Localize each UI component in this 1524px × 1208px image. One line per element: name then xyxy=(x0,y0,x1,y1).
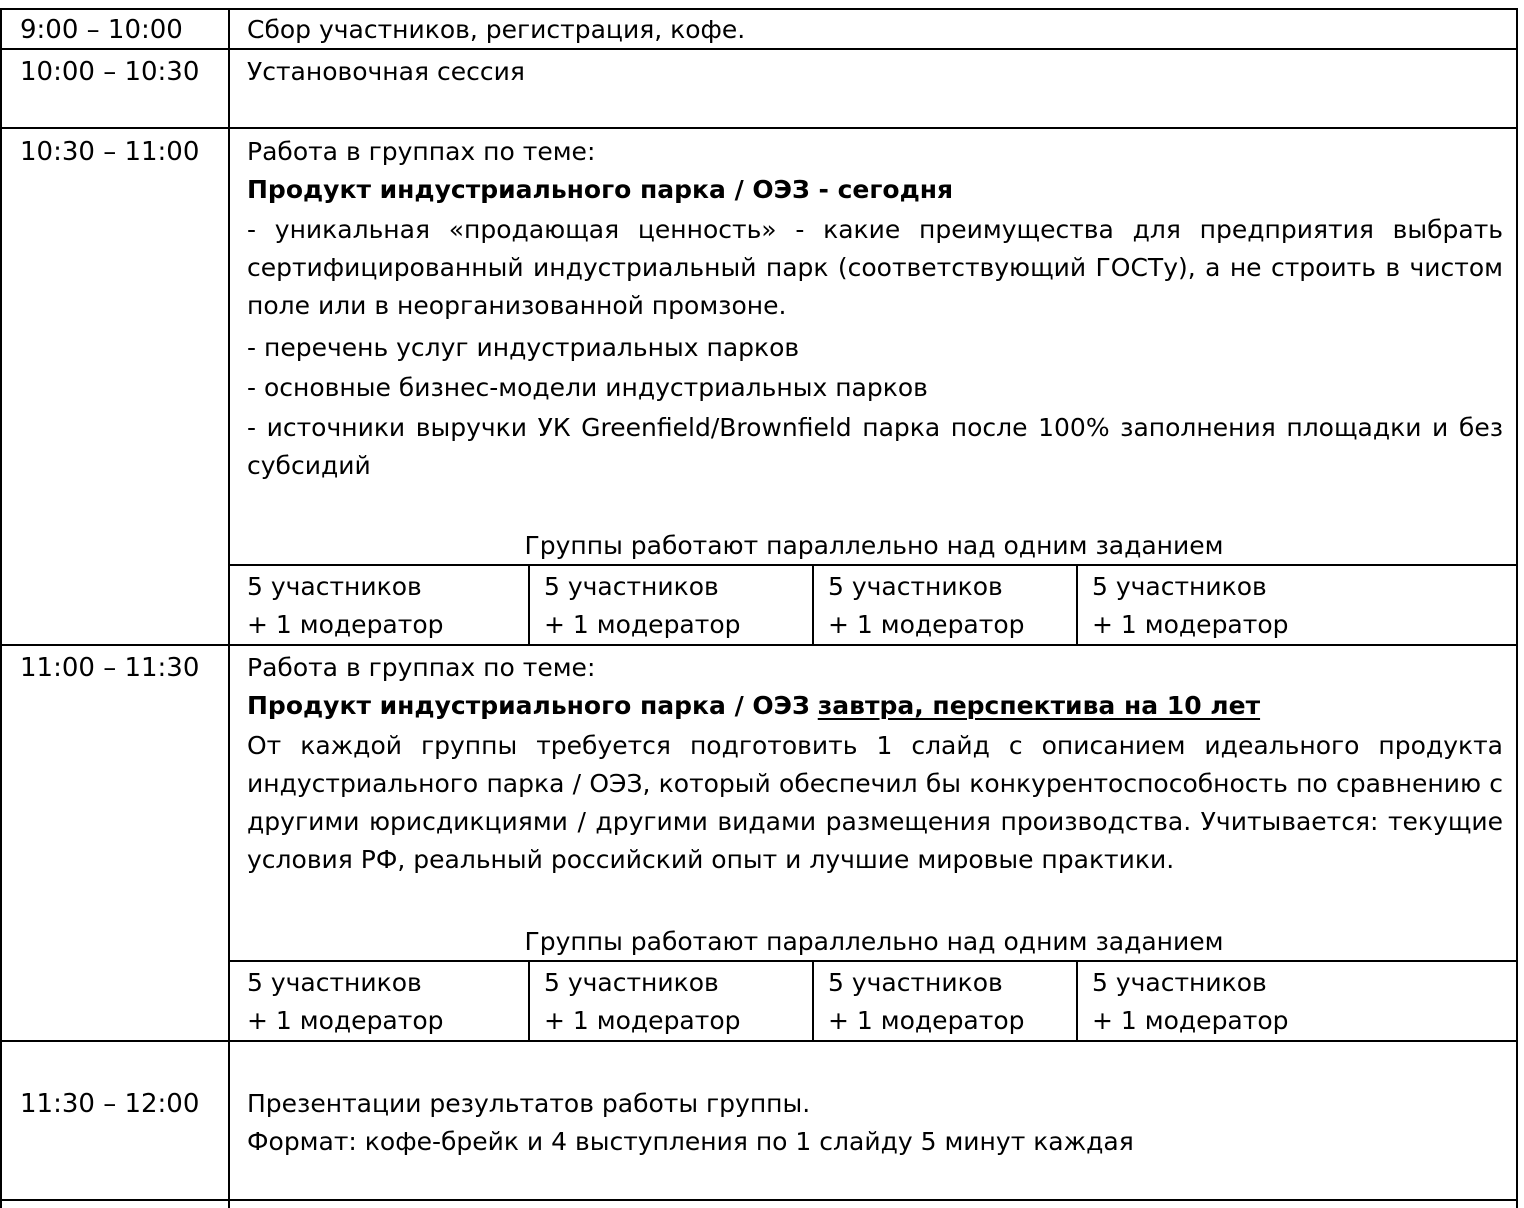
group-column-divider xyxy=(1076,960,1078,1040)
group-moderator: + 1 модератор xyxy=(247,1006,444,1035)
activity-text: Сбор участников, регистрация, кофе. xyxy=(247,15,746,44)
session-bullet: - перечень услуг индустриальных парков xyxy=(247,333,800,362)
session-topic: Продукт индустриального парка / ОЭЗ xyxy=(247,691,810,720)
group-moderator: + 1 модератор xyxy=(247,610,444,639)
group-column-divider xyxy=(1076,564,1078,644)
table-border-right xyxy=(1516,8,1518,1208)
activity-text: Формат: кофе-брейк и 4 выступления по 1 слайду 5 минут каждая xyxy=(247,1127,1134,1156)
session-topic-emphasis: завтра, перспектива на 10 лет xyxy=(817,691,1261,720)
group-column-divider xyxy=(528,564,530,644)
time-slot: 10:30 – 11:00 xyxy=(20,137,200,167)
groups-note: Группы работают параллельно над одним заданием xyxy=(524,927,1224,956)
time-slot: 11:00 – 11:30 xyxy=(20,653,200,683)
activity-text: Установочная сессия xyxy=(247,57,525,86)
activity-text: Презентации результатов работы группы. xyxy=(247,1089,811,1118)
group-participants: 5 участников xyxy=(247,572,422,601)
group-moderator: + 1 модератор xyxy=(544,1006,741,1035)
session-description: От каждой группы требуется подготовить 1 слайд с описанием идеального продукта индустриального парка / ОЭЗ, который обеспечил бы конкурентоспособность по сравнению с другими юрисдикциями / другими видами размещения производства. Учитывается: текущие условия РФ, реальный российский опыт и лучшие мировые практики. xyxy=(247,731,1503,874)
session-intro: Работа в группах по теме: xyxy=(247,137,596,166)
group-moderator: + 1 модератор xyxy=(544,610,741,639)
session-topic-line xyxy=(247,687,1260,725)
groups-note: Группы работают параллельно над одним заданием xyxy=(524,531,1224,560)
group-column-divider xyxy=(812,564,814,644)
group-participants: 5 участников xyxy=(247,968,422,997)
time-slot: 10:00 – 10:30 xyxy=(20,57,200,87)
session-description: - уникальная «продающая ценность» - какие преимущества для предприятия выбрать сертифицированный индустриальный парк (соответствующий ГОСТу), а не строить в чистом поле или в неорганизованной промзоне. xyxy=(247,215,1503,320)
group-participants: 5 участников xyxy=(544,572,719,601)
group-moderator: + 1 модератор xyxy=(1092,610,1289,639)
session-topic: Продукт индустриального парка / ОЭЗ - сегодня xyxy=(247,175,954,204)
time-slot: 11:30 – 12:00 xyxy=(20,1089,200,1119)
group-participants: 5 участников xyxy=(1092,572,1267,601)
group-column-divider xyxy=(812,960,814,1040)
group-moderator: + 1 модератор xyxy=(828,1006,1025,1035)
group-participants: 5 участников xyxy=(544,968,719,997)
group-moderator: + 1 модератор xyxy=(1092,1006,1289,1035)
session-bullet: - основные бизнес-модели индустриальных парков xyxy=(247,373,928,402)
time-column-divider xyxy=(228,8,230,1208)
group-participants: 5 участников xyxy=(1092,968,1267,997)
group-participants: 5 участников xyxy=(828,968,1003,997)
table-border-left xyxy=(0,8,2,1208)
group-column-divider xyxy=(528,960,530,1040)
session-bullet: - источники выручки УК Greenfield/Brownfield парка после 100% заполнения площадки и без субсидий xyxy=(247,413,1503,480)
time-slot: 9:00 – 10:00 xyxy=(20,15,183,45)
group-participants: 5 участников xyxy=(828,572,1003,601)
session-intro: Работа в группах по теме: xyxy=(247,653,596,682)
group-moderator: + 1 модератор xyxy=(828,610,1025,639)
